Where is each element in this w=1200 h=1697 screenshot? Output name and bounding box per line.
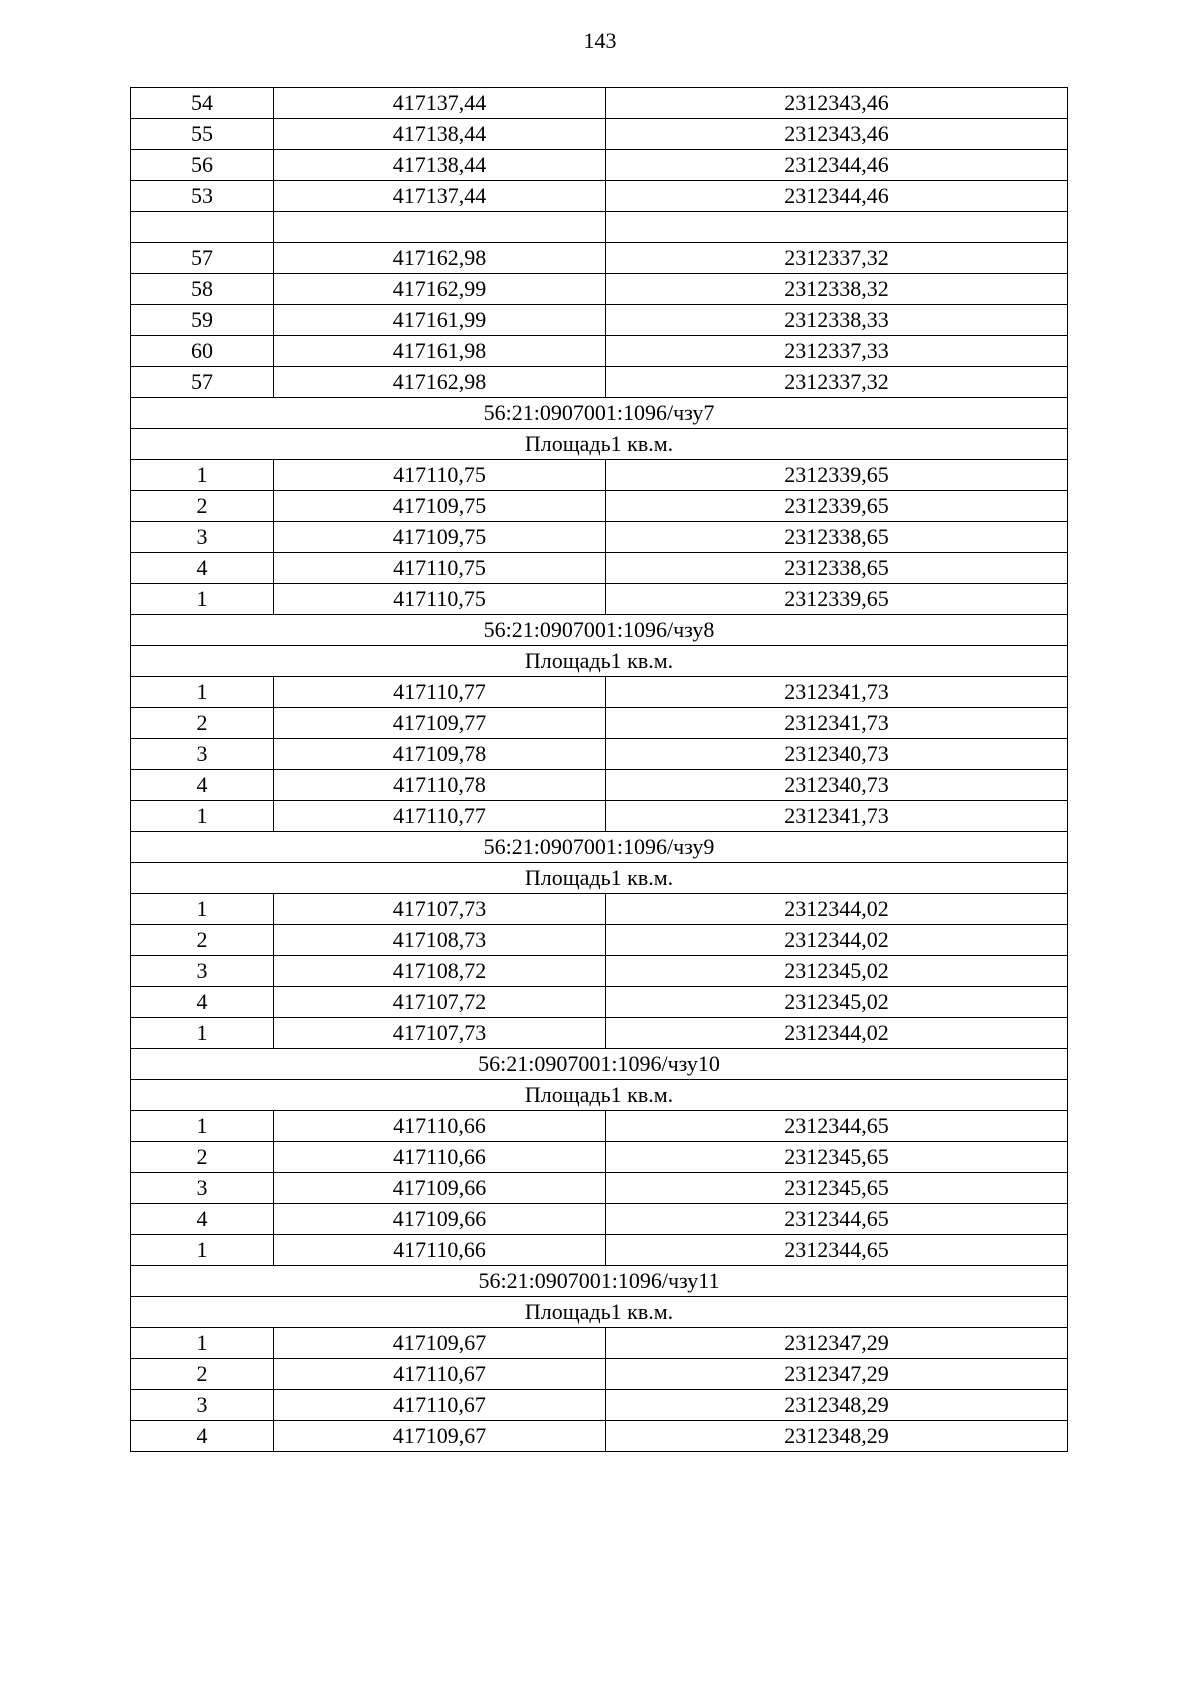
table-row xyxy=(131,1359,1068,1390)
table-row xyxy=(131,1421,1068,1452)
section-heading-row xyxy=(131,1049,1068,1080)
y-coordinate-cell: 2312344,65 xyxy=(606,1235,1068,1266)
y-coordinate-cell: 2312341,73 xyxy=(606,677,1068,708)
y-coordinate-cell: 2312339,65 xyxy=(606,491,1068,522)
section-heading-row xyxy=(131,1080,1068,1111)
table-row xyxy=(131,1328,1068,1359)
x-coordinate-cell: 417109,77 xyxy=(274,708,606,739)
table-row xyxy=(131,925,1068,956)
point-number-cell: 1 xyxy=(131,1018,274,1049)
table-row xyxy=(131,987,1068,1018)
x-coordinate-cell: 417108,72 xyxy=(274,956,606,987)
point-number-cell: 59 xyxy=(131,305,274,336)
y-coordinate-cell: 2312345,02 xyxy=(606,956,1068,987)
y-coordinate-cell: 2312337,32 xyxy=(606,243,1068,274)
table-row xyxy=(131,1142,1068,1173)
point-number-cell: 1 xyxy=(131,894,274,925)
y-coordinate-cell: 2312344,02 xyxy=(606,894,1068,925)
table-row xyxy=(131,553,1068,584)
point-number-cell: 2 xyxy=(131,1142,274,1173)
point-number-cell: 1 xyxy=(131,1111,274,1142)
point-number-cell: 3 xyxy=(131,739,274,770)
y-coordinate-cell: 2312347,29 xyxy=(606,1359,1068,1390)
table-row xyxy=(131,770,1068,801)
table-row xyxy=(131,801,1068,832)
y-coordinate-cell xyxy=(606,212,1068,243)
y-coordinate-cell: 2312340,73 xyxy=(606,770,1068,801)
coordinates-table xyxy=(130,87,1068,1452)
point-number-cell: 1 xyxy=(131,1328,274,1359)
section-heading-row xyxy=(131,646,1068,677)
table-row xyxy=(131,1235,1068,1266)
y-coordinate-cell: 2312341,73 xyxy=(606,708,1068,739)
point-number-cell: 54 xyxy=(131,88,274,119)
table-row xyxy=(131,584,1068,615)
point-number-cell: 3 xyxy=(131,522,274,553)
y-coordinate-cell: 2312340,73 xyxy=(606,739,1068,770)
point-number-cell: 4 xyxy=(131,1421,274,1452)
table-row xyxy=(131,274,1068,305)
x-coordinate-cell: 417108,73 xyxy=(274,925,606,956)
point-number-cell: 1 xyxy=(131,801,274,832)
x-coordinate-cell: 417162,99 xyxy=(274,274,606,305)
table-row xyxy=(131,1111,1068,1142)
table-row xyxy=(131,305,1068,336)
x-coordinate-cell: 417138,44 xyxy=(274,119,606,150)
table-row xyxy=(131,708,1068,739)
y-coordinate-cell: 2312339,65 xyxy=(606,460,1068,491)
x-coordinate-cell: 417107,72 xyxy=(274,987,606,1018)
point-number-cell: 4 xyxy=(131,1204,274,1235)
table-row xyxy=(131,181,1068,212)
y-coordinate-cell: 2312348,29 xyxy=(606,1390,1068,1421)
table-row xyxy=(131,677,1068,708)
y-coordinate-cell: 2312345,02 xyxy=(606,987,1068,1018)
page-number: 143 xyxy=(583,28,617,53)
table-row xyxy=(131,367,1068,398)
x-coordinate-cell: 417137,44 xyxy=(274,181,606,212)
section-heading: 56:21:0907001:1096/чзу7 xyxy=(131,398,1068,429)
point-number-cell: 3 xyxy=(131,1173,274,1204)
table-row xyxy=(131,491,1068,522)
x-coordinate-cell xyxy=(274,212,606,243)
point-number-cell: 2 xyxy=(131,708,274,739)
point-number-cell: 55 xyxy=(131,119,274,150)
x-coordinate-cell: 417109,67 xyxy=(274,1421,606,1452)
table-row xyxy=(131,212,1068,243)
y-coordinate-cell: 2312337,32 xyxy=(606,367,1068,398)
y-coordinate-cell: 2312344,65 xyxy=(606,1111,1068,1142)
x-coordinate-cell: 417161,99 xyxy=(274,305,606,336)
x-coordinate-cell: 417110,77 xyxy=(274,677,606,708)
table-row xyxy=(131,119,1068,150)
y-coordinate-cell: 2312337,33 xyxy=(606,336,1068,367)
table-row xyxy=(131,894,1068,925)
point-number-cell: 4 xyxy=(131,987,274,1018)
table-row xyxy=(131,336,1068,367)
x-coordinate-cell: 417137,44 xyxy=(274,88,606,119)
point-number-cell: 58 xyxy=(131,274,274,305)
x-coordinate-cell: 417109,75 xyxy=(274,522,606,553)
section-heading: 56:21:0907001:1096/чзу8 xyxy=(131,615,1068,646)
section-heading: 56:21:0907001:1096/чзу11 xyxy=(131,1266,1068,1297)
section-heading: Площадь1 кв.м. xyxy=(131,429,1068,460)
x-coordinate-cell: 417110,66 xyxy=(274,1142,606,1173)
y-coordinate-cell: 2312344,46 xyxy=(606,150,1068,181)
point-number-cell: 4 xyxy=(131,553,274,584)
x-coordinate-cell: 417109,75 xyxy=(274,491,606,522)
point-number-cell: 1 xyxy=(131,584,274,615)
section-heading: Площадь1 кв.м. xyxy=(131,863,1068,894)
y-coordinate-cell: 2312338,65 xyxy=(606,522,1068,553)
y-coordinate-cell: 2312344,02 xyxy=(606,925,1068,956)
y-coordinate-cell: 2312343,46 xyxy=(606,119,1068,150)
y-coordinate-cell: 2312344,65 xyxy=(606,1204,1068,1235)
x-coordinate-cell: 417107,73 xyxy=(274,1018,606,1049)
y-coordinate-cell: 2312344,46 xyxy=(606,181,1068,212)
point-number-cell xyxy=(131,212,274,243)
y-coordinate-cell: 2312348,29 xyxy=(606,1421,1068,1452)
x-coordinate-cell: 417110,78 xyxy=(274,770,606,801)
x-coordinate-cell: 417110,77 xyxy=(274,801,606,832)
x-coordinate-cell: 417109,67 xyxy=(274,1328,606,1359)
table-row xyxy=(131,150,1068,181)
y-coordinate-cell: 2312338,32 xyxy=(606,274,1068,305)
section-heading-row xyxy=(131,832,1068,863)
x-coordinate-cell: 417110,67 xyxy=(274,1390,606,1421)
point-number-cell: 4 xyxy=(131,770,274,801)
point-number-cell: 1 xyxy=(131,460,274,491)
x-coordinate-cell: 417162,98 xyxy=(274,367,606,398)
coordinates-table-body xyxy=(131,88,1068,1452)
y-coordinate-cell: 2312341,73 xyxy=(606,801,1068,832)
point-number-cell: 56 xyxy=(131,150,274,181)
x-coordinate-cell: 417110,66 xyxy=(274,1235,606,1266)
point-number-cell: 2 xyxy=(131,925,274,956)
x-coordinate-cell: 417162,98 xyxy=(274,243,606,274)
x-coordinate-cell: 417109,66 xyxy=(274,1173,606,1204)
x-coordinate-cell: 417110,67 xyxy=(274,1359,606,1390)
x-coordinate-cell: 417107,73 xyxy=(274,894,606,925)
section-heading: 56:21:0907001:1096/чзу10 xyxy=(131,1049,1068,1080)
x-coordinate-cell: 417109,66 xyxy=(274,1204,606,1235)
table-row xyxy=(131,956,1068,987)
point-number-cell: 57 xyxy=(131,367,274,398)
table-row xyxy=(131,243,1068,274)
y-coordinate-cell: 2312347,29 xyxy=(606,1328,1068,1359)
table-row xyxy=(131,1390,1068,1421)
table-row xyxy=(131,739,1068,770)
point-number-cell: 2 xyxy=(131,491,274,522)
point-number-cell: 1 xyxy=(131,1235,274,1266)
section-heading-row xyxy=(131,429,1068,460)
x-coordinate-cell: 417109,78 xyxy=(274,739,606,770)
x-coordinate-cell: 417110,75 xyxy=(274,584,606,615)
y-coordinate-cell: 2312344,02 xyxy=(606,1018,1068,1049)
section-heading: Площадь1 кв.м. xyxy=(131,1297,1068,1328)
y-coordinate-cell: 2312339,65 xyxy=(606,584,1068,615)
x-coordinate-cell: 417138,44 xyxy=(274,150,606,181)
section-heading-row xyxy=(131,1297,1068,1328)
point-number-cell: 2 xyxy=(131,1359,274,1390)
section-heading: 56:21:0907001:1096/чзу9 xyxy=(131,832,1068,863)
y-coordinate-cell: 2312338,65 xyxy=(606,553,1068,584)
x-coordinate-cell: 417110,66 xyxy=(274,1111,606,1142)
y-coordinate-cell: 2312343,46 xyxy=(606,88,1068,119)
point-number-cell: 60 xyxy=(131,336,274,367)
x-coordinate-cell: 417110,75 xyxy=(274,553,606,584)
y-coordinate-cell: 2312345,65 xyxy=(606,1173,1068,1204)
table-row xyxy=(131,88,1068,119)
x-coordinate-cell: 417161,98 xyxy=(274,336,606,367)
point-number-cell: 3 xyxy=(131,956,274,987)
point-number-cell: 3 xyxy=(131,1390,274,1421)
section-heading-row xyxy=(131,398,1068,429)
table-row xyxy=(131,1204,1068,1235)
point-number-cell: 1 xyxy=(131,677,274,708)
section-heading-row xyxy=(131,615,1068,646)
table-row xyxy=(131,1018,1068,1049)
y-coordinate-cell: 2312345,65 xyxy=(606,1142,1068,1173)
point-number-cell: 57 xyxy=(131,243,274,274)
section-heading-row xyxy=(131,863,1068,894)
x-coordinate-cell: 417110,75 xyxy=(274,460,606,491)
section-heading: Площадь1 кв.м. xyxy=(131,1080,1068,1111)
y-coordinate-cell: 2312338,33 xyxy=(606,305,1068,336)
section-heading: Площадь1 кв.м. xyxy=(131,646,1068,677)
table-row xyxy=(131,460,1068,491)
table-row xyxy=(131,1173,1068,1204)
point-number-cell: 53 xyxy=(131,181,274,212)
table-row xyxy=(131,522,1068,553)
section-heading-row xyxy=(131,1266,1068,1297)
